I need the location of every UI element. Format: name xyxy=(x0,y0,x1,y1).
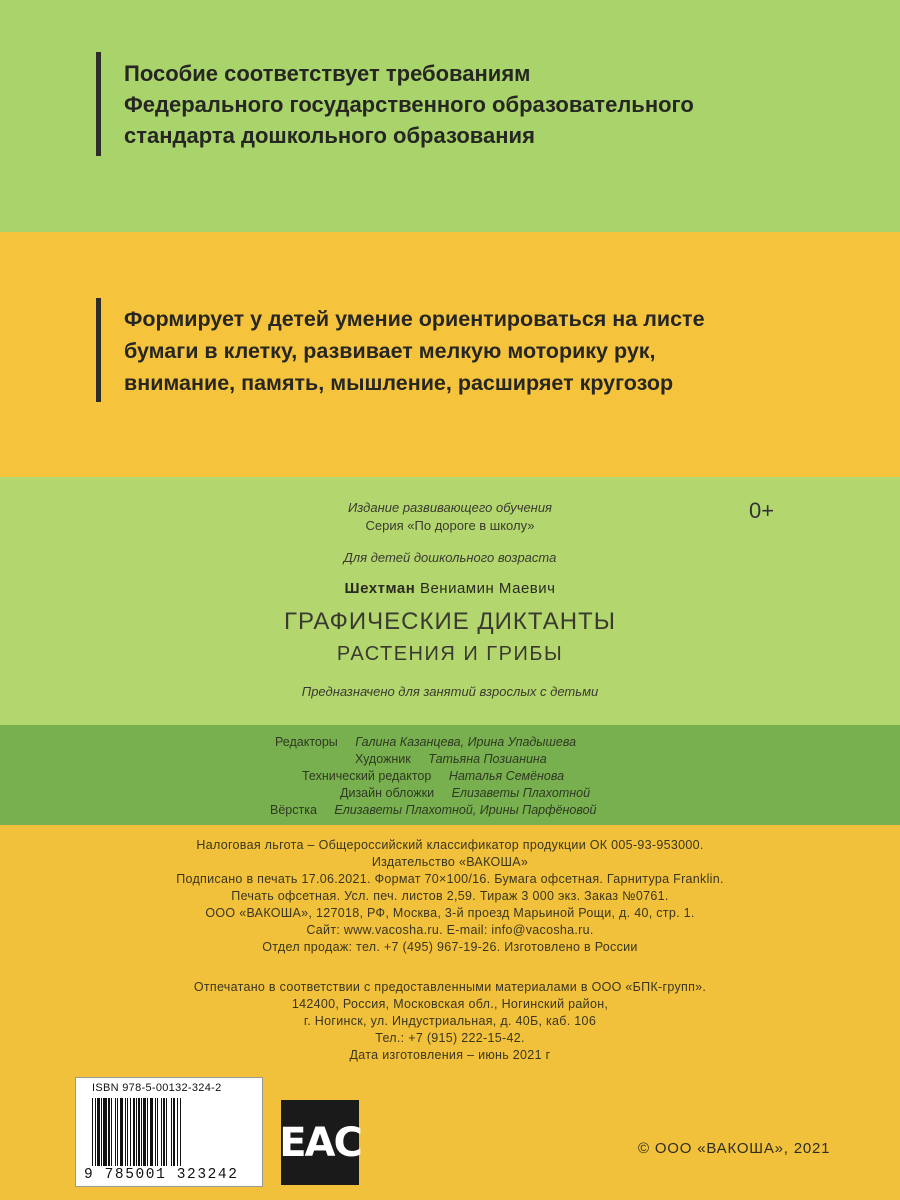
imprint-line: Печать офсетная. Усл. печ. листов 2,59. Тираж 3 000 экз. Заказ №0761. xyxy=(231,889,669,903)
series-name: Серия «По дороге в школу» xyxy=(365,518,535,533)
imprint-line: Издательство «ВАКОША» xyxy=(371,855,529,869)
credit-names: Елизаветы Плахотной xyxy=(451,786,591,800)
skills-line: внимание, память, мышление, расширяет кругозор xyxy=(124,371,674,395)
imprint-line: Подписано в печать 17.06.2021. Формат 70×100/16. Бумага офсетная. Гарнитура Franklin. xyxy=(176,872,724,886)
printer-line: Тел.: +7 (915) 222-15-42. xyxy=(375,1031,525,1045)
imprint-line: Налоговая льгота – Общероссийский классификатор продукции ОК 005-93-953000. xyxy=(196,838,704,852)
credit-names: Татьяна Позианина xyxy=(428,752,547,766)
standards-line: стандарта дошкольного образования xyxy=(124,123,535,148)
credit-names: Елизаветы Плахотной, Ирины Парфёновой xyxy=(334,803,597,817)
standards-line: Федерального государственного образовательного xyxy=(124,92,694,117)
author-last-name: Шехтман xyxy=(344,580,416,597)
author-line xyxy=(0,580,900,597)
age-rating-badge: 0+ xyxy=(749,498,775,523)
audience-line: Для детей дошкольного возраста xyxy=(343,550,557,565)
skills-statement xyxy=(124,303,705,399)
skills-line: Формирует у детей умение ориентироваться на листе xyxy=(124,307,705,331)
printer-line: г. Ногинск, ул. Индустриальная, д. 40Б, каб. 106 xyxy=(303,1014,597,1028)
imprint-line: Отдел продаж: тел. +7 (495) 967-19-26. Изготовлено в России xyxy=(262,940,638,954)
credit-role: Вёрстка xyxy=(270,803,317,817)
credit-row xyxy=(355,752,547,766)
credit-row xyxy=(270,803,597,817)
middle-accent-bar xyxy=(96,298,101,402)
copyright-notice: © ООО «ВАКОША», 2021 xyxy=(638,1140,831,1157)
eac-certification-icon: EAC xyxy=(281,1100,359,1185)
edition-type: Издание развивающего обучения xyxy=(347,500,553,515)
printer-line: Дата изготовления – июнь 2021 г xyxy=(349,1048,551,1062)
author-first-name: Вениамин Маевич xyxy=(419,580,556,597)
top-accent-bar xyxy=(96,52,101,156)
credit-role: Дизайн обложки xyxy=(340,786,435,800)
credit-row xyxy=(302,769,564,783)
book-title: ГРАФИЧЕСКИЕ ДИКТАНТЫ xyxy=(284,608,616,635)
purpose-line: Предназначено для занятий взрослых с детьми xyxy=(301,684,599,699)
skills-line: бумаги в клетку, развивает мелкую моторику рук, xyxy=(124,339,656,363)
barcode-bars xyxy=(92,1098,242,1166)
credit-row xyxy=(275,735,576,749)
standards-line: Пособие соответствует требованиям xyxy=(124,61,531,86)
barcode-bar xyxy=(181,1098,182,1166)
printer-line: Отпечатано в соответствии с предоставленными материалами в ООО «БПК-групп». xyxy=(193,980,707,994)
credit-row xyxy=(340,786,590,800)
book-subtitle: РАСТЕНИЯ И ГРИБЫ xyxy=(336,643,564,665)
credit-names: Наталья Семёнова xyxy=(448,769,565,783)
printer-line: 142400, Россия, Московская обл., Ногинский район, xyxy=(291,997,609,1011)
isbn-number: ISBN 978-5-00132-324-2 xyxy=(92,1082,222,1094)
credit-role: Технический редактор xyxy=(302,769,432,783)
barcode-digits: 9 785001 323242 xyxy=(84,1167,239,1183)
imprint-line: ООО «ВАКОША», 127018, РФ, Москва, 3-й проезд Марьиной Рощи, д. 40, стр. 1. xyxy=(205,906,695,920)
standards-statement xyxy=(124,58,694,151)
credit-role: Редакторы xyxy=(275,735,338,749)
imprint-line: Сайт: www.vacosha.ru. E-mail: info@vacosha.ru. xyxy=(306,923,594,937)
credit-names: Галина Казанцева, Ирина Упадышева xyxy=(355,735,577,749)
credit-role: Художник xyxy=(355,752,411,766)
isbn-barcode xyxy=(75,1077,263,1187)
